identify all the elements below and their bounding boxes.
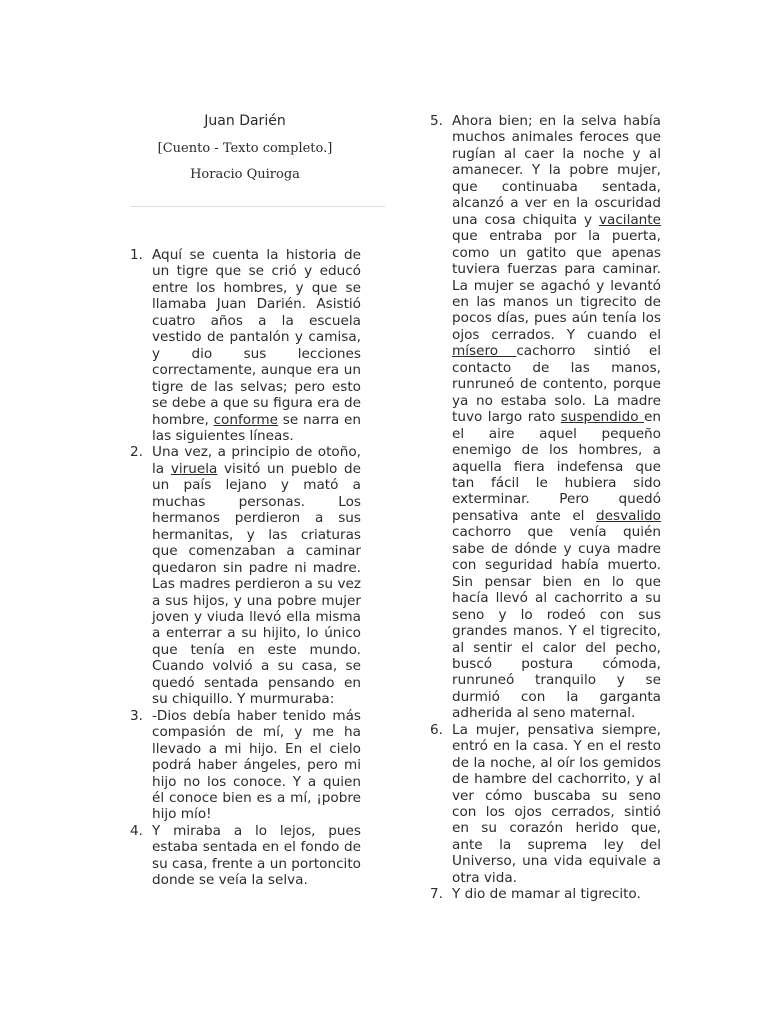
paragraph-text: que entraba por la puerta, como un gatito que apenas tuviera fuerzas para caminar. La mujer se agachó y levantó en las manos un tigrecito de pocos días, pues aún tenía los ojos cerrados. Y cuando el xyxy=(452,228,661,343)
item-paragraph xyxy=(152,823,361,889)
word-link-suspendido[interactable]: suspendido xyxy=(560,409,645,426)
header-divider xyxy=(130,206,385,207)
paragraph-text: se narra en las siguientes líneas. xyxy=(152,411,361,444)
item-number: 1. xyxy=(130,247,143,263)
document-subtitle: [Cuento - Texto completo.] xyxy=(157,141,333,156)
paragraph-text: Una vez, a principio de otoño, la xyxy=(152,444,361,477)
item-number: 3. xyxy=(130,707,143,724)
paragraph-text: La mujer, pensativa siempre, entró en la casa. Y en el resto de la noche, al oír los gemidos de hambre del cachorrito, y al ver cómo buscaba su seno con los ojos cerrados, sintió en su corazón herido que, ante la suprema ley del Universo, una vida equivale a otra vida. xyxy=(452,721,661,886)
list-item xyxy=(430,721,661,887)
word-link-misero[interactable]: mísero xyxy=(452,343,517,360)
item-paragraph xyxy=(152,444,361,707)
item-number: 2. xyxy=(130,444,143,461)
list-item xyxy=(430,113,662,722)
item-paragraph xyxy=(452,886,661,902)
word-link-desvalido[interactable]: desvalido xyxy=(596,507,661,524)
word-link-conforme[interactable]: conforme xyxy=(213,411,279,428)
paragraph-text: Y miraba a lo lejos, pues estaba sentada en el fondo de su casa, frente a un portoncito donde se veía la selva. xyxy=(152,822,361,889)
list-item xyxy=(130,444,361,708)
paragraph-text: Ahora bien; en la selva había muchos animales feroces que rugían al caer la noche y al amanecer. Y la pobre mujer, que continuaba sentada, alcanzó a ver en la oscuridad una cosa chiquita y xyxy=(452,113,661,228)
left-column xyxy=(130,247,361,889)
list-item xyxy=(130,822,361,889)
paragraph-text: Aquí se cuenta la historia de un tigre que se crió y educó entre los hombres, y que se llamaba Juan Darién. Asistió cuatro años a la escuela vestido de pantalón y camisa, y dio sus lecciones correctamente, aunque era un tigre de las selvas; pero esto se debe a que su figura era de hombre, xyxy=(152,247,361,428)
list-item xyxy=(130,247,361,444)
paragraph-text: Y dio de mamar al tigrecito. xyxy=(452,886,641,903)
item-number: 4. xyxy=(130,822,143,839)
document-title: Juan Darién xyxy=(204,113,286,129)
paragraph-text: cachorro sintió el contacto de las manos, runruneó de contento, porque ya no estaba solo. La madre tuvo largo rato xyxy=(452,343,661,426)
item-paragraph xyxy=(452,722,661,887)
list-item xyxy=(130,707,361,823)
document-author: Horacio Quiroga xyxy=(190,167,300,182)
paragraph-text: cachorro que venía quién sabe de dónde y cuya madre con seguridad había muerto. Sin pensar bien en lo que hacía llevó al cachorrito a su seno y lo rodeó con sus grandes manos. Y el tigrecito, al sentir el calor del pecho, buscó postura cómoda, runruneó tranquilo y se durmió con la garganta adherida al seno maternal. xyxy=(452,524,661,722)
right-column xyxy=(430,113,662,903)
paragraph-text: visitó un pueblo de un país lejano y mató a muchas personas. Los hermanos perdieron a sus hermanitas, y las criaturas que comenzaban a caminar quedaron sin padre ni madre. Las madres perdieron a su vez a sus hijos, y una pobre mujer joven y viuda llevó ella misma a enterrar a su hijito, lo único que tenía en este mundo. Cuando volvió a su casa, se quedó sentada pensando en su chiquillo. Y murmuraba: xyxy=(152,460,361,708)
item-paragraph xyxy=(452,113,661,722)
word-link-vacilante[interactable]: vacilante xyxy=(598,211,661,228)
item-number: 7. xyxy=(430,886,443,903)
paragraph-text: -Dios debía haber tenido más compasión de mí, y me ha llevado a mi hijo. En el cielo podrá haber ángeles, pero mi hijo no los conoce. Y a quien él conoce bien es a mí, ¡pobre hijo mío! xyxy=(152,707,361,823)
item-number: 5. xyxy=(430,113,443,129)
paragraph-text: en el aire aquel pequeño enemigo de los hombres, a aquella fiera indefensa que tan fácil le hubiera sido exterminar. Pero quedó pensativa ante el xyxy=(452,409,662,524)
item-paragraph xyxy=(152,708,361,823)
list-item xyxy=(430,886,661,903)
item-number: 6. xyxy=(430,721,443,738)
word-link-viruela[interactable]: viruela xyxy=(170,460,218,477)
item-paragraph xyxy=(152,247,361,444)
